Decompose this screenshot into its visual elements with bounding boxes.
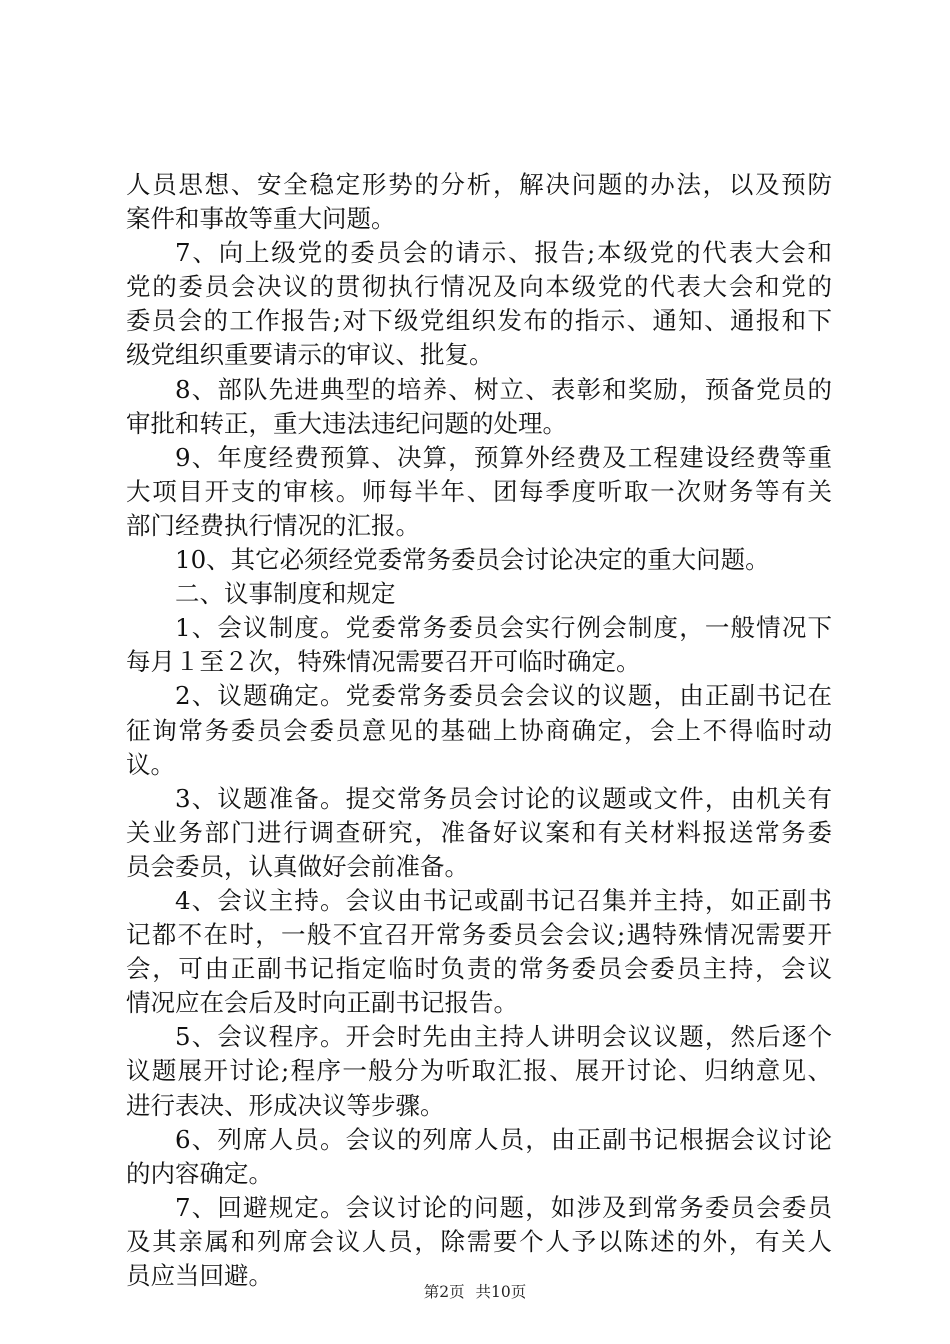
text-line: 7、向上级党的委员会的请示、报告;本级党的代表大会和 [175,238,832,268]
text-line: 员会委员，认真做好会前准备。 [126,851,469,881]
text-line: 记都不在时，一般不宜召开常务委员会会议;遇特殊情况需要开 [126,920,832,950]
page-number: 第2页 [423,1283,465,1301]
text-line: 2、议题确定。党委常务委员会会议的议题，由正副书记在 [175,681,832,711]
text-line: 会，可由正副书记指定临时负责的常务委员会委员主持，会议 [126,954,832,984]
text-line: 员应当回避。 [126,1261,273,1290]
text-line: 级党组织重要请示的审议、批复。 [126,340,494,370]
text-line: 每月１至２次，特殊情况需要召开可临时确定。 [126,647,641,677]
text-line: 审批和转正，重大违法违纪问题的处理。 [126,408,567,438]
text-line: 8、部队先进典型的培养、树立、表彰和奖励，预备党员的 [175,374,832,404]
text-line: 的内容确定。 [126,1158,273,1188]
document-body [126,168,832,1293]
text-line: 委员会的工作报告;对下级党组织发布的指示、通知、通报和下 [126,306,832,336]
text-line: 议题展开讨论;程序一般分为听取汇报、展开讨论、归纳意见、 [126,1056,832,1086]
text-line: 征询常务委员会委员意见的基础上协商确定，会上不得临时动 [126,715,832,745]
text-line: 议。 [126,749,175,779]
text-line: 进行表决、形成决议等步骤。 [126,1090,445,1120]
text-line: 1、会议制度。党委常务委员会实行例会制度，一般情况下 [175,613,832,643]
text-line: 大项目开支的审核。师每半年、团每季度听取一次财务等有关 [126,476,832,506]
text-line: 4、会议主持。会议由书记或副书记召集并主持，如正副书 [175,885,832,915]
page-footer [0,1282,950,1302]
text-line: 9、年度经费预算、决算，预算外经费及工程建设经费等重 [175,442,832,472]
text-line: 3、议题准备。提交常务员会讨论的议题或文件，由机关有 [175,783,832,813]
text-line: 6、列席人员。会议的列席人员，由正副书记根据会议讨论 [175,1124,832,1154]
text-line: 关业务部门进行调查研究，准备好议案和有关材料报送常务委 [126,817,832,847]
text-line: 党的委员会决议的贯彻执行情况及向本级党的代表大会和党的 [126,272,832,302]
text-line: 7、回避规定。会议讨论的问题，如涉及到常务委员会委员 [175,1192,832,1222]
page-total: 共10页 [475,1283,527,1301]
text-line: 情况应在会后及时向正副书记报告。 [126,988,518,1018]
text-line: 10、其它必须经党委常务委员会讨论决定的重大问题。 [175,545,770,575]
text-line: 部门经费执行情况的汇报。 [126,510,420,540]
text-line: 案件和事故等重大问题。 [126,204,396,234]
text-line: 人员思想、安全稳定形势的分析，解决问题的办法，以及预防 [126,170,832,199]
text-line: 二、议事制度和规定 [175,579,396,609]
text-line: 及其亲属和列席会议人员，除需要个人予以陈述的外，有关人 [126,1226,832,1256]
text-line: 5、会议程序。开会时先由主持人讲明会议议题，然后逐个 [175,1022,832,1052]
